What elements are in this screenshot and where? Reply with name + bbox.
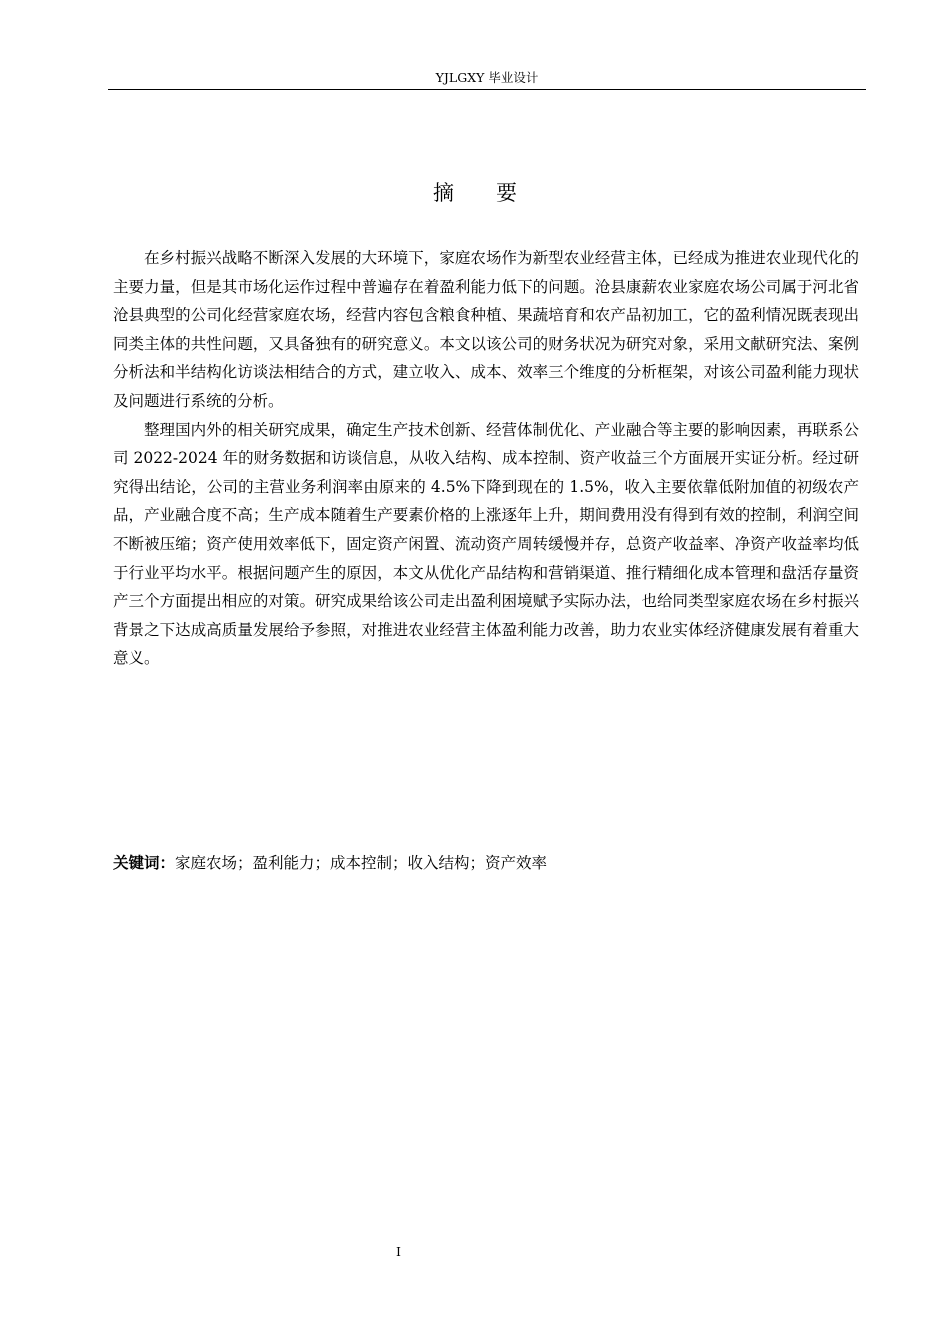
keywords-line — [113, 849, 859, 877]
header-text: YJLGXY 毕业设计 — [435, 70, 539, 85]
page-footer — [0, 1244, 950, 1260]
keywords-label: 关键词： — [113, 854, 176, 872]
page-number: I — [396, 1244, 401, 1259]
page-header — [108, 70, 866, 90]
abstract-paragraph-1: 在乡村振兴战略不断深入发展的大环境下，家庭农场作为新型农业经营主体，已经成为推进农业现代化的主要力量，但是其市场化运作过程中普遍存在着盈利能力低下的问题。沧县康薪农业家庭农场公司属于河北省沧县典型的公司化经营家庭农场，经营内容包含粮食种植、果蔬培育和农产品初加工，它的盈利情况既表现出同类主体的共性问题，又具备独有的研究意义。本文以该公司的财务状况为研究对象，采用文献研究法、案例分析法和半结构化访谈法相结合的方式，建立收入、成本、效率三个维度的分析框架，对该公司盈利能力现状及问题进行系统的分析。 — [113, 249, 859, 410]
keywords-list: 家庭农场；盈利能力；成本控制；收入结构；资产效率 — [175, 854, 548, 872]
abstract-paragraph-2: 整理国内外的相关研究成果，确定生产技术创新、经营体制优化、产业融合等主要的影响因素，再联系公司 2022-2024 年的财务数据和访谈信息，从收入结构、成本控制、资产收益三个方面展开实证分析。经过研究得出结论，公司的主营业务利润率由原来的 4.5%下降到现在的 1.5%，收入主要依靠低附加值的初级农产品，产业融合度不高；生产成本随着生产要素价格的上涨逐年上升，期间费用没有得到有效的控制，利润空间不断被压缩；资产使用效率低下，固定资产闲置、流动资产周转缓慢并存，总资产收益率、净资产收益率均低于行业平均水平。根据问题产生的原因，本文从优化产品结构和营销渠道、推行精细化成本管理和盘活存量资产三个方面提出相应的对策。研究成果给该公司走出盈利困境赋予实际办法，也给同类型家庭农场在乡村振兴背景之下达成高质量发展给予参照，对推进农业经营主体盈利能力改善，助力农业实体经济健康发展有着重大意义。 — [113, 420, 859, 668]
abstract-body — [113, 244, 859, 673]
page-title: 摘要 — [433, 181, 559, 205]
